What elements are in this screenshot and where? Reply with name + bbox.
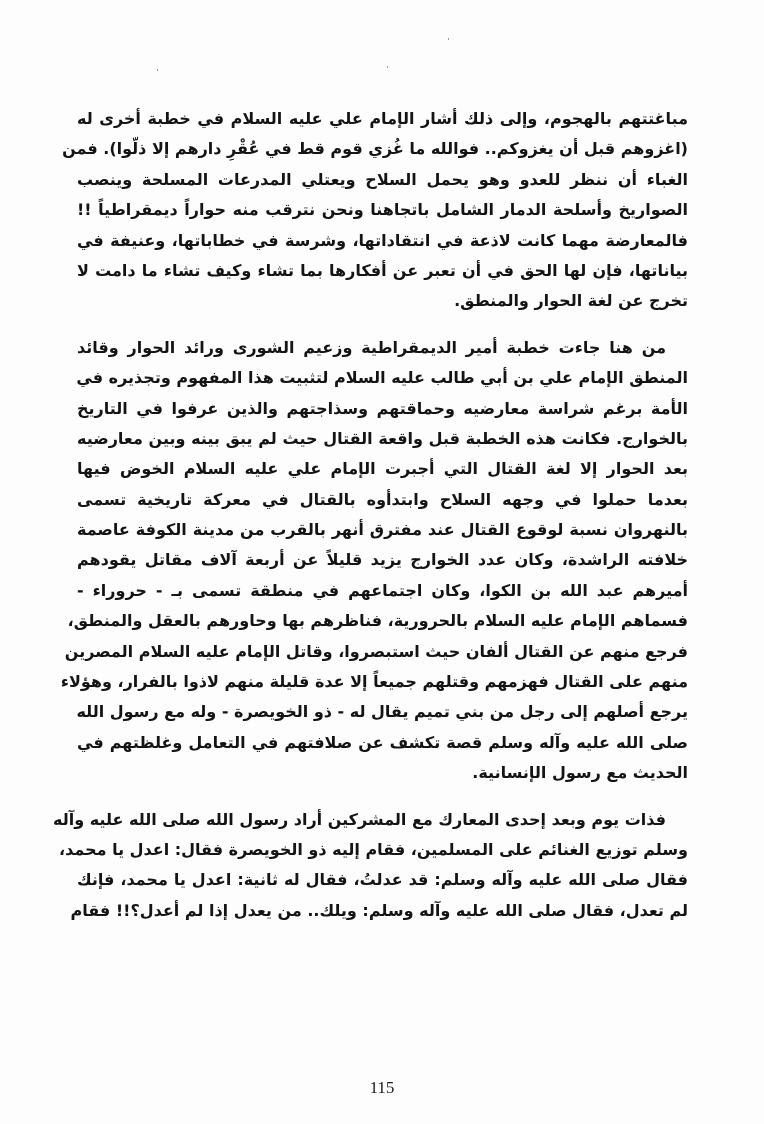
text-line: تخرج عن لغة الحوار والمنطق. [454,291,688,311]
text-line: الغباء أن ننظر للعدو وهو يحمل السلاح ويعتلي المدرعات المسلحة وينصب [77,169,688,189]
text-line: بعد الحوار إلا لغة القتال التي أجبرت الإمام علي عليه السلام الخوض فيها [77,459,688,479]
paragraph-2 [60,333,688,789]
text-line: الصواريخ وأسلحة الدمار الشامل باتجاهنا ونحن نترقب منه حواراً ديمقراطياً !! [77,200,688,220]
text-line: مباغتتهم بالهجوم، وإلى ذلك أشار الإمام علي عليه السلام في خطبة أخرى له [77,109,688,128]
text-line: وسلم توزيع الغنائم على المسلمين، فقام إليه ذو الخويصرة فقال: اعدل يا محمد، [59,839,688,859]
text-line: من هنا جاءت خطبة أمير الديمقراطية وزعيم الشورى ورائد الحوار وقائد [77,337,666,357]
scan-speck [448,38,449,40]
text-line: فالمعارضة مهما كانت لاذعة في انتقاداتها، وشرسة في خطاباتها، وعنيفة في [77,230,688,250]
text-line: منهم على القتال فهزمهم وقتلهم جميعاً إلا عدة قليلة منهم لاذوا بالفرار، وهؤلاء [60,672,688,692]
text-line: فقال صلى الله عليه وآله وسلم: قد عدلتُ، فقال له ثانية: اعدل يا محمد، فإنك [77,870,688,890]
text-line: (اغزوهم قبل أن يغزوكم.. فوالله ما غُزي قوم قط في عُقْرِ دارهم إلا ذلّوا). فمن [62,139,688,159]
text-line: يرجع أصلهم إلى رجل من بني تميم يقال له - ذو الخويصرة - وله مع رسول الله [76,702,688,722]
text-line: صلى الله عليه وآله وسلم قصة تكشف عن صلافتهم في التعامل وغلظتهم في [77,732,688,752]
paragraph-3 [53,805,688,927]
text-line: الأمة برغم شراسة معارضيه وحماقتهم وسذاجتهم والذين عرفوا في التاريخ [77,398,688,418]
text-line: بعدما حملوا في وجهه السلاح وابتدأوه بالقتال في معركة تاريخية تسمى [77,489,688,509]
text-line: الحديث مع رسول الإنسانية. [472,763,688,783]
page-number: 115 [369,1078,395,1097]
text-line: المنطق الإمام علي بن أبي طالب عليه السلام لتثبيت هذا المفهوم وتجذيره في [76,368,688,388]
text-line: فرجع منهم عن القتال ألفان حيث استبصروا، وقاتل الإمام عليه السلام المصرين [64,641,688,661]
text-line: أميرهم عبد الله بن الكوا، وكان اجتماعهم في منطقة تسمى بـ - حروراء - [77,580,688,600]
text-line: فسماهم الإمام عليه السلام بالحرورية، فناظرهم بها وحاورهم بالعقل والمنطق، [67,611,688,631]
text-line: بالخوارج. فكانت هذه الخطبة قبل واقعة القتال حيث لم يبق بينه وبين معارضيه [77,428,688,448]
text-line: بالنهروان نسبة لوقوع القتال عند مفترق أنهر بالقرب من مدينة الكوفة عاصمة [77,520,688,540]
text-line: لم تعدل، فقال صلى الله عليه وآله وسلم: ويلك.. من يعدل إذا لم أعدل؟!! فقام [70,900,688,920]
text-line: فذات يوم وبعد إحدى المعارك مع المشركين أراد رسول الله صلى الله عليه وآله [53,809,666,829]
text-line: خلافته الراشدة، وكان عدد الخوارج يزيد قليلاً عن أربعة آلاف مقاتل يقودهم [77,550,688,570]
text-line: بياناتها، فإن لها الحق في أن تعبر عن أفكارها بما تشاء وكيف تشاء ما دامت لا [77,260,688,280]
paragraph-1 [62,104,688,317]
scan-speck [387,66,388,68]
body-text [53,104,688,942]
scan-speck [157,69,158,71]
